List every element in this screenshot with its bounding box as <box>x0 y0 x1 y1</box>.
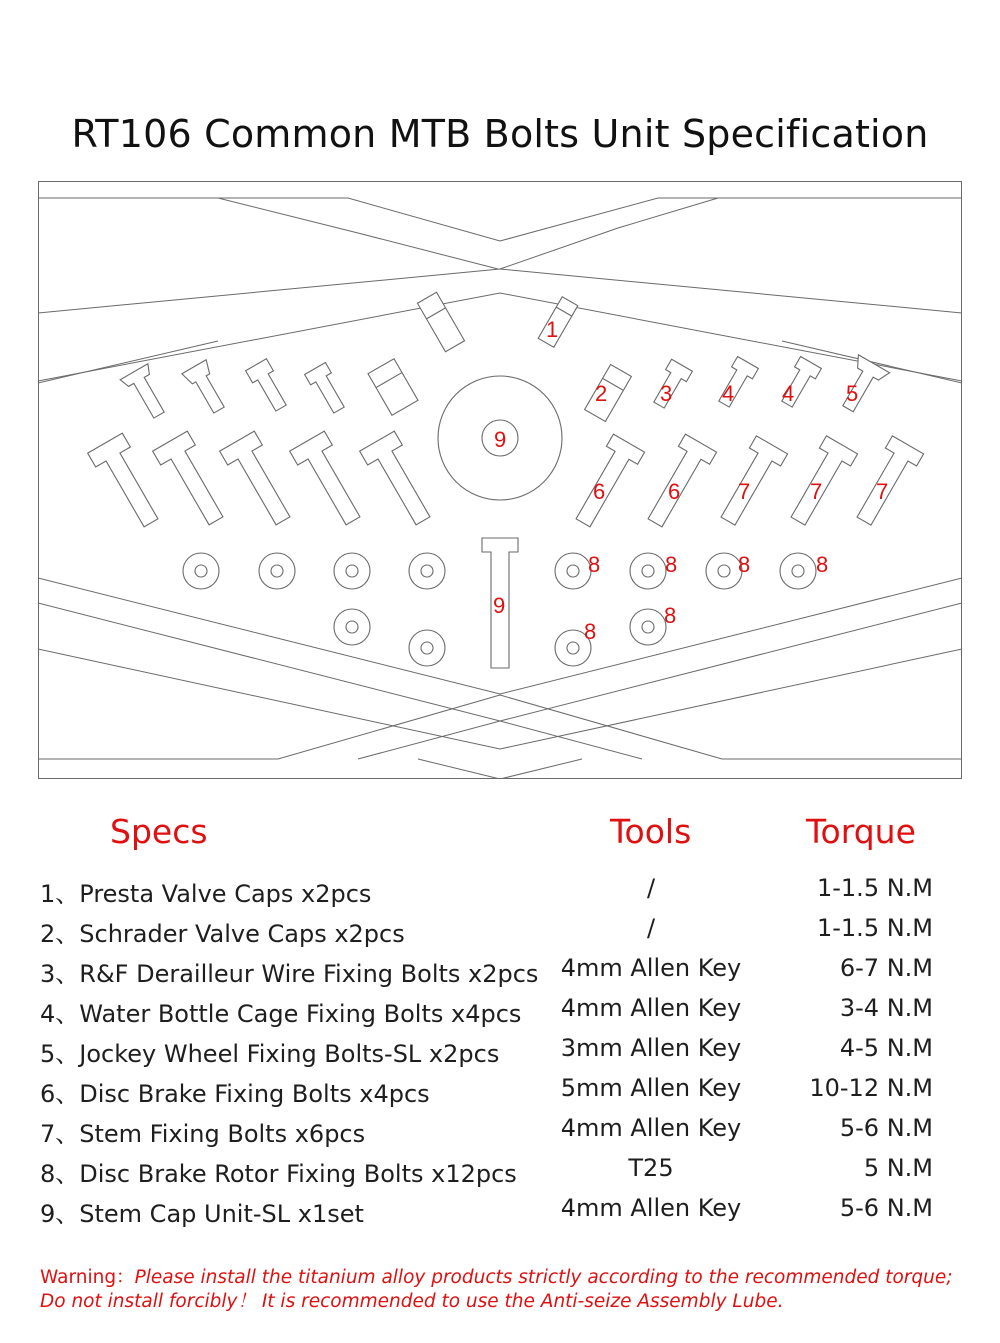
table-row <box>0 950 1000 990</box>
spec-cell: 2、Schrader Valve Caps x2pcs <box>40 920 405 948</box>
warning-lead: Warning： <box>40 1267 135 1288</box>
tool-cell: 5mm Allen Key <box>560 1074 742 1102</box>
label-6: 6 <box>668 479 681 504</box>
torque-cell: 6-7 N.M <box>839 954 933 982</box>
torque-cell: 1-1.5 N.M <box>816 874 933 902</box>
label-1: 1 <box>546 317 559 342</box>
spec-cell: 5、Jockey Wheel Fixing Bolts-SL x2pcs <box>40 1040 500 1068</box>
tool-cell: 4mm Allen Key <box>560 1114 742 1142</box>
header-specs: Specs <box>110 812 208 851</box>
torque-cell: 4-5 N.M <box>839 1034 933 1062</box>
label-5: 5 <box>846 381 859 406</box>
torque-cell: 5-6 N.M <box>839 1114 933 1142</box>
table-row <box>0 1070 1000 1110</box>
table-row <box>0 1110 1000 1150</box>
torque-cell: 5-6 N.M <box>839 1194 933 1222</box>
spec-cell: 8、Disc Brake Rotor Fixing Bolts x12pcs <box>40 1160 517 1188</box>
label-4: 4 <box>782 381 795 406</box>
tool-cell: / <box>646 914 656 942</box>
label-6: 6 <box>593 479 606 504</box>
spec-cell: 6、Disc Brake Fixing Bolts x4pcs <box>40 1080 430 1108</box>
spec-cell: 7、Stem Fixing Bolts x6pcs <box>40 1120 366 1148</box>
page-title: RT106 Common MTB Bolts Unit Specification <box>71 112 929 156</box>
label-3: 3 <box>660 381 673 406</box>
table-row <box>0 1190 1000 1230</box>
table-row <box>0 910 1000 950</box>
label-8: 8 <box>738 552 751 577</box>
spec-cell: 1、Presta Valve Caps x2pcs <box>40 880 372 908</box>
warning-line-1 <box>40 1266 970 1290</box>
tool-cell: 4mm Allen Key <box>560 1194 742 1222</box>
torque-cell: 1-1.5 N.M <box>816 914 933 942</box>
table-row <box>0 870 1000 910</box>
tool-cell: 4mm Allen Key <box>560 994 742 1022</box>
spec-table <box>0 870 1000 1230</box>
torque-cell: 10-12 N.M <box>809 1074 933 1102</box>
spec-cell: 9、Stem Cap Unit-SL x1set <box>40 1200 364 1228</box>
spec-cell: 4、Water Bottle Cage Fixing Bolts x4pcs <box>40 1000 522 1028</box>
label-8: 8 <box>664 603 677 628</box>
label-2: 2 <box>595 381 608 406</box>
header-torque: Torque <box>806 812 916 851</box>
label-8: 8 <box>665 552 678 577</box>
table-row <box>0 990 1000 1030</box>
warning-text-2: Do not install forcibly！ It is recommended to use the Anti-seize Assembly Lube. <box>40 1291 784 1312</box>
part-outlines <box>88 292 924 668</box>
spec-cell: 3、R&F Derailleur Wire Fixing Bolts x2pcs <box>40 960 539 988</box>
label-7: 7 <box>738 479 751 504</box>
table-row <box>0 1150 1000 1190</box>
table-row <box>0 1030 1000 1070</box>
tool-cell: T25 <box>628 1154 674 1182</box>
torque-cell: 5 N.M <box>863 1154 933 1182</box>
tool-cell: 3mm Allen Key <box>560 1034 742 1062</box>
bolt-layout-diagram <box>38 181 962 779</box>
label-8: 8 <box>816 552 829 577</box>
label-4: 4 <box>722 381 735 406</box>
label-8: 8 <box>588 552 601 577</box>
label-7: 7 <box>810 479 823 504</box>
torque-cell: 3-4 N.M <box>839 994 933 1022</box>
tool-cell: 4mm Allen Key <box>560 954 742 982</box>
label-9: 9 <box>494 427 507 452</box>
header-tools: Tools <box>610 812 692 851</box>
label-7: 7 <box>876 479 889 504</box>
warning-note <box>40 1266 970 1314</box>
tool-cell: / <box>646 874 656 902</box>
label-8: 8 <box>584 619 597 644</box>
label-9: 9 <box>493 593 506 618</box>
warning-text-1: Please install the titanium alloy products strictly according to the recommended torque; <box>134 1267 953 1288</box>
